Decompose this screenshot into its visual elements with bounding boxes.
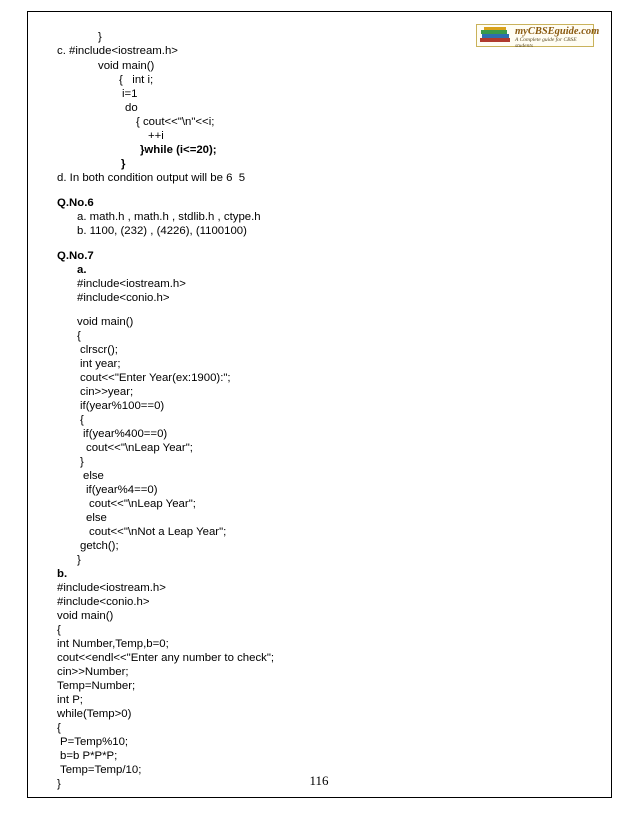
text-line: } <box>77 554 81 566</box>
text-line: { cout<<"\n"<<i; <box>136 116 215 128</box>
page-number: 116 <box>309 773 329 788</box>
text-line: if(year%4==0) <box>86 484 158 496</box>
text-line: void main() <box>57 610 114 622</box>
text-line: { <box>57 722 61 734</box>
text-line: if(year%400==0) <box>83 428 168 440</box>
text-line: cout<<"\nLeap Year"; <box>89 498 196 510</box>
text-line: P=Temp%10; <box>60 736 129 748</box>
text-line: Temp=Number; <box>57 680 136 692</box>
text-line: { <box>77 330 81 342</box>
text-line: cout<<endl<<"Enter any number to check"; <box>57 652 275 664</box>
text-line: Temp=Temp/10; <box>60 764 142 776</box>
text-line: b=b P*P*P; <box>60 750 118 762</box>
text-line: while(Temp>0) <box>57 708 132 720</box>
text-line: b. 1100, (232) , (4226), (1100100) <box>77 225 247 237</box>
text-line: { int i; <box>119 74 154 86</box>
text-line: ++i <box>148 130 164 142</box>
books-icon <box>479 27 513 44</box>
text-line: #include<iostream.h> <box>57 582 166 594</box>
text-line: Q.No.7 <box>57 250 94 262</box>
text-line: cout<<"Enter Year(ex:1900):"; <box>80 372 231 384</box>
text-line: getch(); <box>80 540 119 552</box>
text-line: do <box>125 102 138 114</box>
logo-tagline: A Complete guide for CBSE students <box>515 37 577 49</box>
text-line: else <box>86 512 107 524</box>
text-line: cout<<"\nNot a Leap Year"; <box>89 526 227 538</box>
text-line: Q.No.6 <box>57 197 94 209</box>
text-line: a. math.h , math.h , stdlib.h , ctype.h <box>77 211 261 223</box>
text-line: cin>>Number; <box>57 666 129 678</box>
text-line: } <box>121 158 126 170</box>
text-line: int Number,Temp,b=0; <box>57 638 169 650</box>
text-line: } <box>98 31 102 43</box>
text-line: { <box>57 624 61 636</box>
text-line: int year; <box>80 358 121 370</box>
text-line: void main() <box>98 60 155 72</box>
text-line: #include<conio.h> <box>57 596 150 608</box>
text-line: c. #include<iostream.h> <box>57 45 178 57</box>
text-line: cin>>year; <box>80 386 134 398</box>
text-line: int P; <box>57 694 83 706</box>
text-line: b. <box>57 568 68 580</box>
text-line: clrscr(); <box>80 344 118 356</box>
text-line: if(year%100==0) <box>80 400 165 412</box>
text-line: }while (i<=20); <box>140 144 217 156</box>
text-line: #include<iostream.h> <box>77 278 186 290</box>
text-line: } <box>80 456 84 468</box>
text-line: i=1 <box>122 88 138 100</box>
text-line: cout<<"\nLeap Year"; <box>86 442 193 454</box>
text-line: { <box>80 414 84 426</box>
text-line: #include<conio.h> <box>77 292 170 304</box>
text-line: a. <box>77 264 87 276</box>
text-line: void main() <box>77 316 134 328</box>
text-line: } <box>57 778 61 790</box>
site-logo <box>476 24 600 49</box>
logo-name: myCBSEguide.com <box>515 26 600 37</box>
text-line: d. In both condition output will be 6 5 <box>57 172 246 184</box>
text-line: else <box>83 470 104 482</box>
